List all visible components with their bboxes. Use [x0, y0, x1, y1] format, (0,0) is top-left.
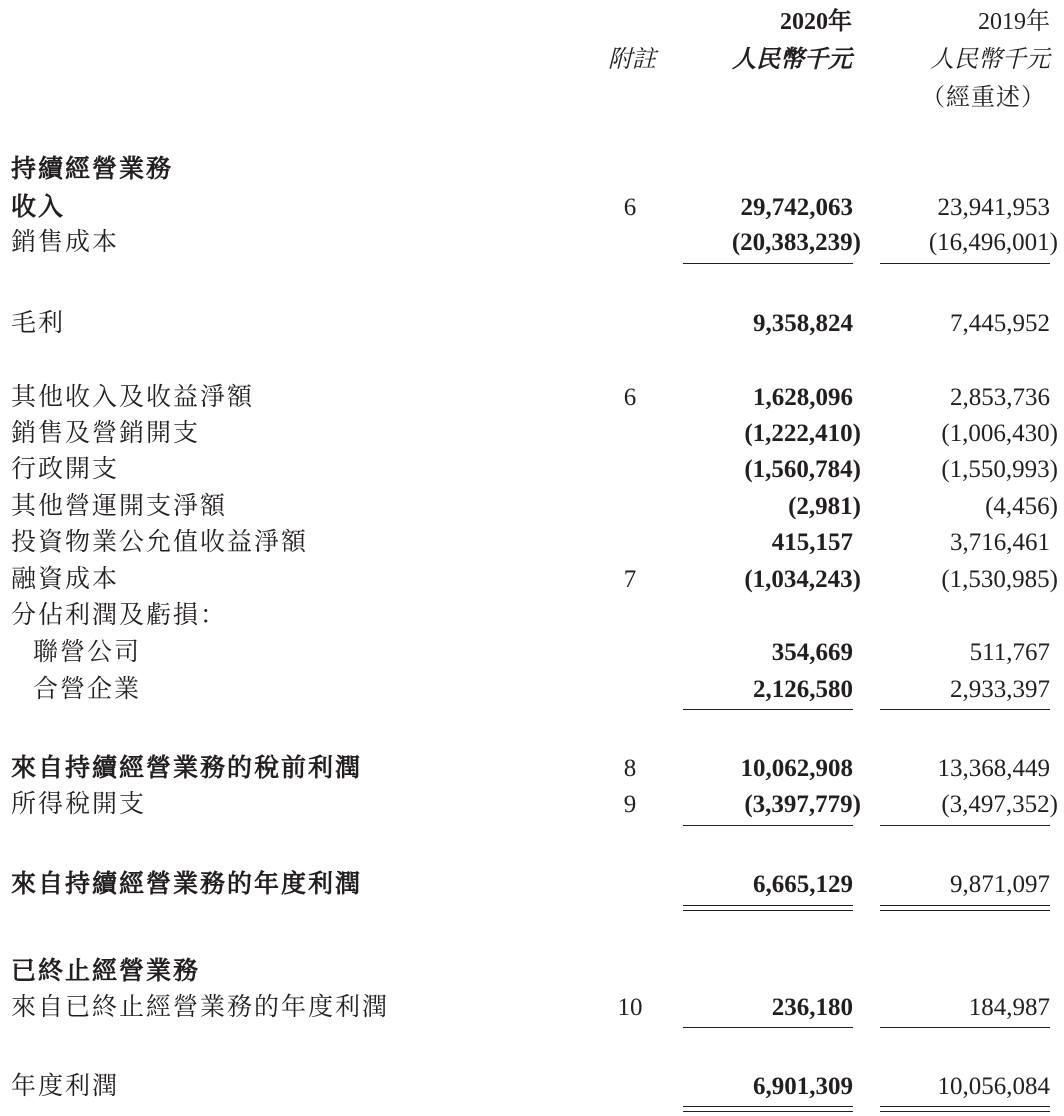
table-row: [0, 416, 1064, 452]
value-2020: 354,669: [771, 639, 853, 666]
table-row: [0, 954, 1064, 990]
table-row: [0, 1069, 1064, 1105]
value-2020: 6,901,309: [753, 1073, 853, 1100]
note-column-header: 附註: [608, 47, 656, 73]
row-label: 投資物業公允值收益淨額: [11, 529, 309, 556]
value-2019: (1,530,985): [941, 566, 1058, 593]
currency-2020-header: 人民幣千元: [732, 47, 852, 73]
table-row: [0, 380, 1064, 416]
row-label: 年度利潤: [11, 1073, 120, 1100]
row-note: 7: [623, 566, 637, 593]
table-row: [0, 190, 1064, 226]
row-label: 來自持續經營業務的稅前利潤: [11, 755, 363, 782]
value-2019: 2,853,736: [950, 384, 1050, 411]
total-double-rule-2020: [683, 905, 853, 911]
value-2020: 415,157: [771, 529, 853, 556]
value-2019: 2,933,397: [950, 676, 1050, 703]
section-heading-continuing: 持續經營業務: [11, 156, 174, 183]
value-2019: 10,056,084: [937, 1073, 1050, 1100]
table-row: [0, 225, 1064, 261]
row-label: 來自已終止經營業務的年度利潤: [11, 994, 390, 1021]
value-2020: 29,742,063: [740, 194, 853, 221]
subtotal-rule-2019: [880, 825, 1050, 826]
row-label: 聯營公司: [33, 639, 142, 666]
value-2019: 184,987: [968, 994, 1050, 1021]
value-2020: (3,397,779): [744, 791, 861, 818]
value-2020: (2,981): [788, 493, 861, 520]
value-2020: (20,383,239): [731, 229, 861, 256]
value-2019: 511,767: [969, 639, 1050, 666]
value-2019: 7,445,952: [950, 310, 1050, 337]
year-2020-header: 2020年: [780, 9, 852, 35]
section-heading-discontinued: 已終止經營業務: [11, 958, 201, 985]
subtotal-rule-2019: [880, 709, 1050, 710]
value-2019: 3,716,461: [950, 529, 1050, 556]
value-2020: 236,180: [771, 994, 853, 1021]
value-2020: (1,034,243): [744, 566, 861, 593]
table-row: [0, 990, 1064, 1026]
table-row: [0, 672, 1064, 708]
value-2020: (1,222,410): [744, 420, 861, 447]
subtotal-rule-2019: [880, 263, 1050, 264]
table-row: [0, 452, 1064, 488]
row-note: 6: [623, 384, 637, 411]
currency-2019-header: 人民幣千元: [930, 47, 1050, 73]
subtotal-rule-2020: [683, 825, 853, 826]
table-row: [0, 867, 1064, 903]
row-label: 行政開支: [11, 456, 120, 483]
subtotal-rule-2020: [683, 709, 853, 710]
year-2019-header: 2019年: [978, 9, 1050, 35]
value-2020: (1,560,784): [744, 456, 861, 483]
row-label: 來自持續經營業務的年度利潤: [11, 871, 363, 898]
table-row: [0, 152, 1064, 188]
table-row: [0, 489, 1064, 525]
row-label: 所得稅開支: [11, 791, 147, 818]
value-2020: 1,628,096: [753, 384, 853, 411]
row-label: 其他營運開支淨額: [11, 493, 228, 520]
table-row: [0, 598, 1064, 634]
row-label: 毛利: [11, 310, 66, 337]
subtotal-rule-2019: [880, 1027, 1050, 1028]
row-label: 銷售成本: [11, 229, 120, 256]
table-row: [0, 751, 1064, 787]
row-label: 其他收入及收益淨額: [11, 384, 255, 411]
value-2020: 9,358,824: [753, 310, 853, 337]
value-2019: 23,941,953: [937, 194, 1050, 221]
value-2020: 2,126,580: [753, 676, 853, 703]
value-2020: 10,062,908: [740, 755, 853, 782]
subtotal-rule-2020: [683, 1027, 853, 1028]
subtotal-rule-2020: [683, 263, 853, 264]
table-row: [0, 787, 1064, 823]
value-2019: 13,368,449: [937, 755, 1050, 782]
restated-label: （經重述）: [921, 85, 1046, 111]
value-2020: 6,665,129: [753, 871, 853, 898]
row-label: 融資成本: [11, 566, 120, 593]
value-2019: (1,550,993): [941, 456, 1058, 483]
row-note: 9: [623, 791, 637, 818]
row-label: 收入: [11, 194, 66, 221]
value-2019: (3,497,352): [941, 791, 1058, 818]
value-2019: (1,006,430): [941, 420, 1058, 447]
total-double-rule-2019: [880, 905, 1050, 911]
row-label: 合營企業: [33, 676, 142, 703]
table-row: [0, 635, 1064, 671]
total-double-rule-2019: [880, 1106, 1050, 1112]
row-note: 6: [623, 194, 637, 221]
row-label: 銷售及營銷開支: [11, 420, 201, 447]
value-2019: 9,871,097: [950, 871, 1050, 898]
table-row: [0, 306, 1064, 342]
row-label: 分佔利潤及虧損：: [11, 602, 228, 629]
table-row: [0, 525, 1064, 561]
value-2019: (4,456): [985, 493, 1058, 520]
row-note: 10: [617, 994, 643, 1021]
total-double-rule-2020: [683, 1106, 853, 1112]
row-note: 8: [623, 755, 637, 782]
value-2019: (16,496,001): [928, 229, 1058, 256]
table-row: [0, 562, 1064, 598]
